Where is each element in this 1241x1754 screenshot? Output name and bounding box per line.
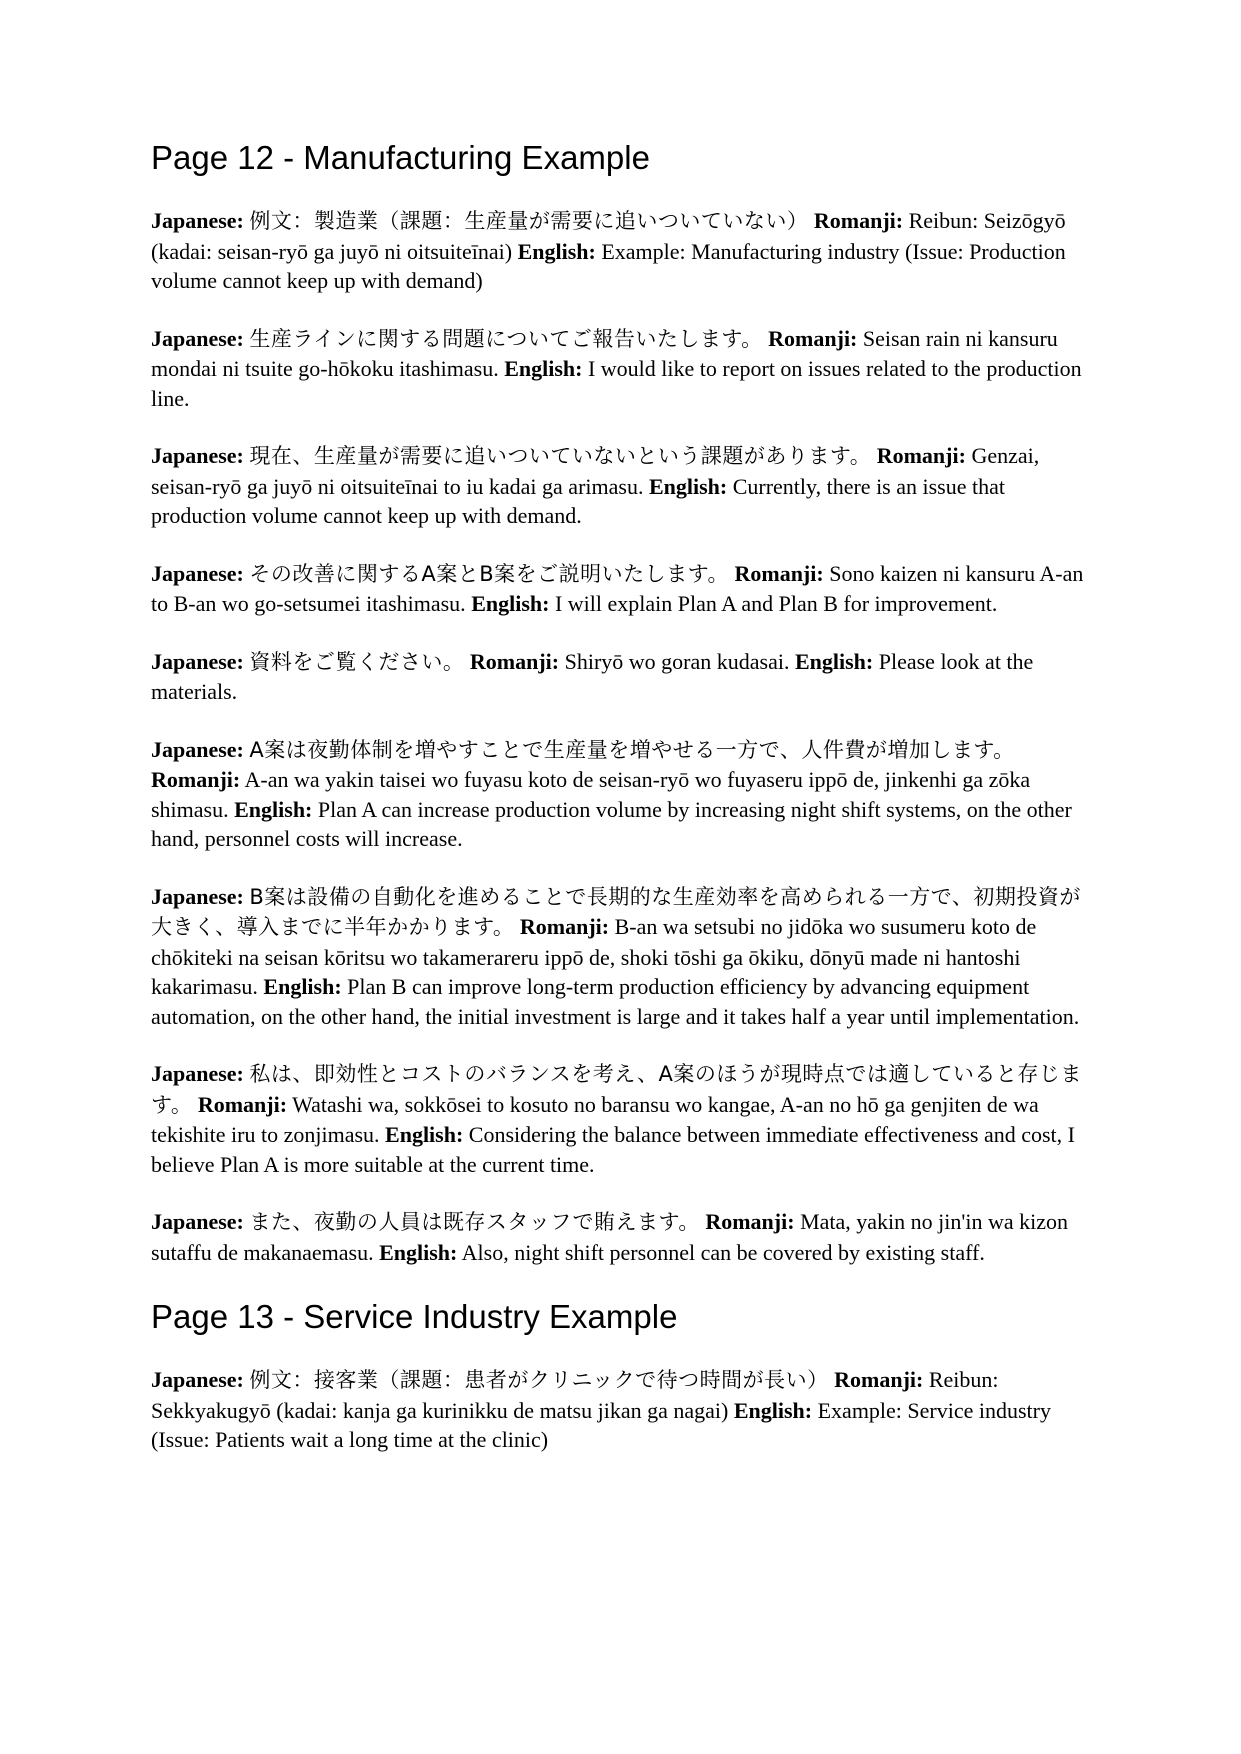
japanese-text: 資料をご覧ください。 — [249, 649, 465, 674]
english-text: Example: Manufacturing industry (Issue: Production volume cannot keep up with demand) — [151, 238, 1066, 293]
romanji-label: Romanji: — [705, 1209, 795, 1234]
romanji-text: Genzai, seisan-ryō ga juyō ni oitsuiteīnai to iu kadai ga arimasu. — [151, 443, 1040, 499]
english-text: Example: Service industry (Issue: Patients wait a long time at the clinic) — [151, 1397, 1051, 1452]
english-text: Please look at the materials. — [151, 648, 1034, 704]
japanese-label: Japanese: — [151, 560, 244, 586]
japanese-text: その改善に関するA案とB案をご説明いたします。 — [249, 561, 729, 586]
phrase-entry — [151, 1365, 1097, 1455]
english-text: I would like to report on issues related to the production line. — [151, 356, 1082, 411]
romanji-label: Romanji: — [876, 443, 966, 468]
romanji-label: Romanji: — [197, 1091, 288, 1117]
romanji-text: Reibun: Sekkyakugyō (kadai: kanja ga kurinikku de matsu jikan ga nagai) — [151, 1367, 999, 1423]
phrase-entry — [151, 647, 1097, 707]
japanese-text: 例文：製造業（課題：生産量が需要に追いついていない） — [249, 209, 809, 233]
japanese-label: Japanese: — [151, 736, 244, 762]
section-heading: Page 13 - Service Industry Example — [151, 1298, 678, 1335]
japanese-label: Japanese: — [151, 1209, 244, 1234]
phrase-entry — [151, 1207, 1097, 1267]
romanji-label: Romanji: — [519, 914, 610, 939]
romanji-text: Mata, yakin no jin'in wa kizon sutaffu de makanaemasu. — [151, 1209, 1068, 1265]
phrase-entry — [151, 559, 1097, 619]
japanese-text: 生産ラインに関する問題についてご報告いたします。 — [249, 326, 763, 351]
english-text: Also, night shift personnel can be covered by existing staff. — [461, 1239, 985, 1265]
section-heading: Page 12 - Manufacturing Example — [151, 139, 650, 176]
english-label: English: — [385, 1122, 464, 1147]
english-text: Plan B can improve long-term production efficiency by advancing equipment automation, on the other hand, the initial investment is large and it takes half a year until implementation. — [151, 974, 1080, 1029]
phrase-entry — [151, 324, 1097, 414]
japanese-label: Japanese: — [151, 648, 244, 674]
romanji-text: Seisan rain ni kansuru mondai ni tsuite go-hōkoku itashimasu. — [151, 325, 1058, 381]
english-text: Considering the balance between immediate effectiveness and cost, I believe Plan A is more suitable at the current time. — [151, 1122, 1075, 1177]
japanese-text: A案は夜勤体制を増やすことで生産量を増やせる一方で、人件費が増加します。 — [249, 737, 1015, 762]
english-label: English: — [234, 796, 313, 822]
phrase-entry — [151, 206, 1097, 296]
japanese-text: また、夜勤の人員は既存スタッフで賄えます。 — [249, 1210, 700, 1234]
romanji-text: A-an wa yakin taisei wo fuyasu koto de seisan-ryō wo fuyaseru ippō de, jinkenhi ga zōka shimasu. — [151, 767, 1031, 822]
japanese-label: Japanese: — [151, 1367, 244, 1392]
japanese-text: 私は、即効性とコストのバランスを考え、A案のほうが現時点では適していると存じます。 — [151, 1062, 1082, 1117]
english-label: English: — [733, 1397, 813, 1423]
romanji-label: Romanji: — [151, 767, 241, 792]
japanese-label: Japanese: — [151, 883, 244, 909]
japanese-text: 例文：接客業（課題：患者がクリニックで待つ時間が長い） — [249, 1368, 829, 1392]
phrase-entry — [151, 882, 1097, 1032]
japanese-label: Japanese: — [151, 208, 244, 233]
english-text: Plan A can increase production volume by increasing night shift systems, on the other hand, personnel costs will increase. — [151, 796, 1072, 851]
japanese-label: Japanese: — [151, 325, 244, 351]
japanese-text: 現在、生産量が需要に追いついていないという課題があります。 — [249, 444, 872, 468]
phrase-entry — [151, 735, 1097, 854]
document-page — [151, 138, 1097, 1483]
english-label: English: — [517, 238, 596, 264]
romanji-text: Reibun: Seizōgyō (kadai: seisan-ryō ga juyō ni oitsuiteīnai) — [151, 208, 1066, 264]
romanji-label: Romanji: — [768, 325, 858, 351]
english-label: English: — [794, 648, 874, 674]
japanese-label: Japanese: — [151, 1061, 244, 1086]
romanji-label: Romanji: — [834, 1367, 924, 1392]
japanese-label: Japanese: — [151, 443, 244, 468]
romanji-text: Sono kaizen ni kansuru A-an to B-an wo go-setsumei itashimasu. — [151, 560, 1084, 616]
english-text: Currently, there is an issue that production volume cannot keep up with demand. — [151, 473, 1006, 528]
romanji-label: Romanji: — [734, 560, 824, 586]
phrase-entry — [151, 1059, 1097, 1179]
romanji-text: Shiryō wo goran kudasai. — [564, 648, 790, 674]
romanji-label: Romanji: — [469, 648, 560, 674]
english-text: I will explain Plan A and Plan B for improvement. — [554, 591, 998, 616]
english-label: English: — [648, 473, 728, 499]
english-label: English: — [379, 1239, 458, 1265]
english-label: English: — [263, 974, 342, 999]
english-label: English: — [471, 591, 550, 616]
english-label: English: — [504, 356, 583, 381]
romanji-text: Watashi wa, sokkōsei to kosuto no baransu wo kangae, A-an no hō ga genjiten de wa tekishite iru to zonjimasu. — [151, 1091, 1039, 1147]
japanese-text: B案は設備の自動化を進めることで長期的な生産効率を高められる一方で、初期投資が大きく、導入までに半年かかります。 — [151, 884, 1081, 939]
romanji-label: Romanji: — [813, 208, 904, 233]
phrase-entry — [151, 441, 1097, 531]
romanji-text: B-an wa setsubi no jidōka wo susumeru koto de chōkiteki na seisan kōritsu wo takamerareru ippō de, shoki tōshi ga ōkiku, dōnyū made ni hantoshi kakarimasu. — [151, 914, 1037, 999]
